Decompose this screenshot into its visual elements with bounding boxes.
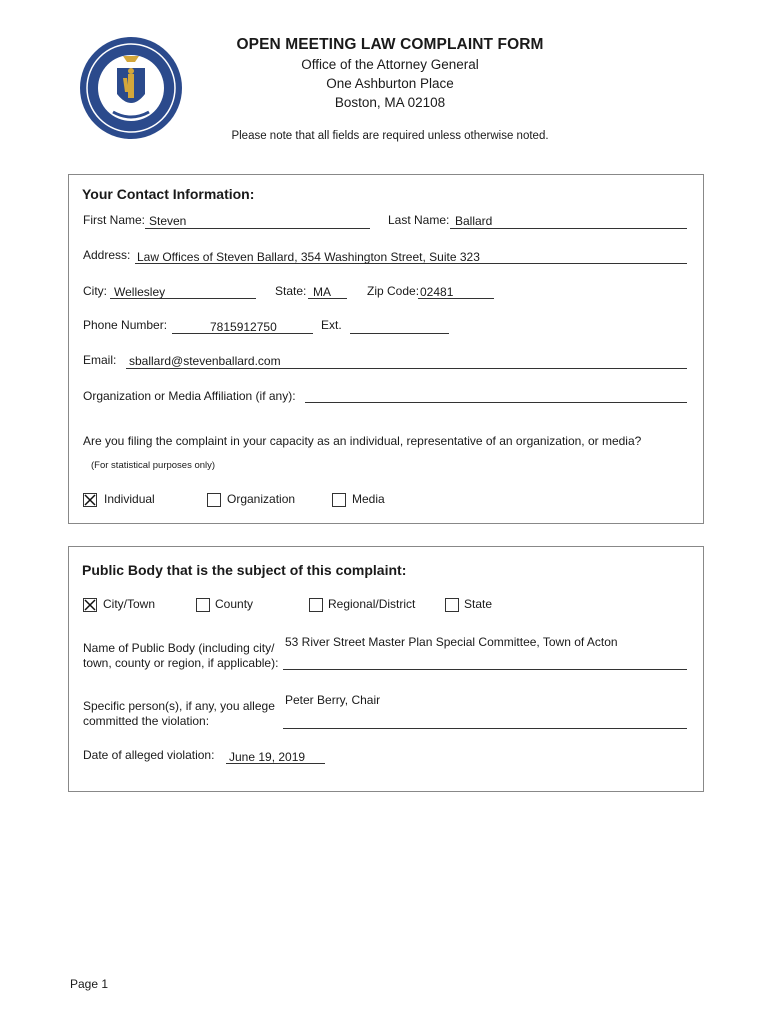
violation-date-label: Date of alleged violation: <box>83 748 215 762</box>
county-checkbox[interactable] <box>196 598 210 612</box>
persons-underline <box>283 728 687 729</box>
individual-checkbox[interactable] <box>83 493 97 507</box>
individual-label: Individual <box>104 492 155 506</box>
organization-label: Organization <box>227 492 296 506</box>
state-checkbox[interactable] <box>445 598 459 612</box>
checked-x-icon <box>84 494 96 506</box>
zip-field[interactable]: 02481 <box>420 285 454 299</box>
first-name-underline <box>145 228 370 229</box>
violation-date-underline <box>226 763 325 764</box>
capacity-note: (For statistical purposes only) <box>91 460 216 471</box>
regional-district-label: Regional/District <box>328 597 416 611</box>
persons-label-line2: committed the violation: <box>83 714 210 728</box>
last-name-underline <box>450 228 687 229</box>
checked-x-icon <box>84 599 96 611</box>
state-field[interactable]: MA <box>313 285 331 299</box>
phone-label: Phone Number: <box>83 318 168 332</box>
public-body-name-label-line1: Name of Public Body (including city/ <box>83 641 275 655</box>
city-field[interactable]: Wellesley <box>114 285 166 299</box>
city-town-label: City/Town <box>103 597 156 611</box>
form-title: OPEN MEETING LAW COMPLAINT FORM <box>236 36 544 53</box>
last-name-label: Last Name: <box>388 213 450 227</box>
last-name-field[interactable]: Ballard <box>455 214 493 228</box>
required-fields-note: Please note that all fields are required unless otherwise noted. <box>231 130 549 142</box>
address-label: Address: <box>83 248 131 262</box>
persons-field[interactable]: Peter Berry, Chair <box>285 693 381 707</box>
office-name: Office of the Attorney General <box>301 57 479 72</box>
public-body-name-underline <box>283 669 687 670</box>
state-option-label: State <box>464 597 493 611</box>
city-label: City: <box>83 284 107 298</box>
ext-label: Ext. <box>321 318 342 332</box>
email-field[interactable]: sballard@stevenballard.com <box>129 354 281 368</box>
persons-label-line1: Specific person(s), if any, you allege <box>83 699 275 713</box>
city-town-checkbox[interactable] <box>83 598 97 612</box>
public-body-name-field[interactable]: 53 River Street Master Plan Special Committee, Town of Acton <box>285 635 618 649</box>
first-name-field[interactable]: Steven <box>149 214 187 228</box>
organization-checkbox[interactable] <box>207 493 221 507</box>
office-address: One Ashburton Place <box>326 76 454 91</box>
state-label: State: <box>275 284 307 298</box>
public-body-heading: Public Body that is the subject of this complaint: <box>82 562 407 578</box>
phone-field[interactable]: 7815912750 <box>210 320 277 334</box>
media-label: Media <box>352 492 385 506</box>
email-underline <box>126 368 687 369</box>
email-label: Email: <box>83 353 117 367</box>
office-city: Boston, MA 02108 <box>334 95 446 110</box>
county-label: County <box>215 597 254 611</box>
regional-district-checkbox[interactable] <box>309 598 323 612</box>
ext-underline <box>350 333 449 334</box>
public-body-name-label-line2: town, county or region, if applicable): <box>83 656 279 670</box>
zip-label: Zip Code: <box>367 284 420 298</box>
violation-date-field[interactable]: June 19, 2019 <box>229 750 306 764</box>
org-label: Organization or Media Affiliation (if any): <box>83 389 296 403</box>
media-checkbox[interactable] <box>332 493 346 507</box>
first-name-label: First Name: <box>83 213 146 227</box>
capacity-question: Are you filing the complaint in your capacity as an individual, representative of an organization, or media? <box>83 434 642 448</box>
page-number: Page 1 <box>70 977 109 991</box>
contact-heading: Your Contact Information: <box>82 186 255 202</box>
address-field[interactable]: Law Offices of Steven Ballard, 354 Washington Street, Suite 323 <box>137 250 480 264</box>
org-underline <box>305 402 687 403</box>
